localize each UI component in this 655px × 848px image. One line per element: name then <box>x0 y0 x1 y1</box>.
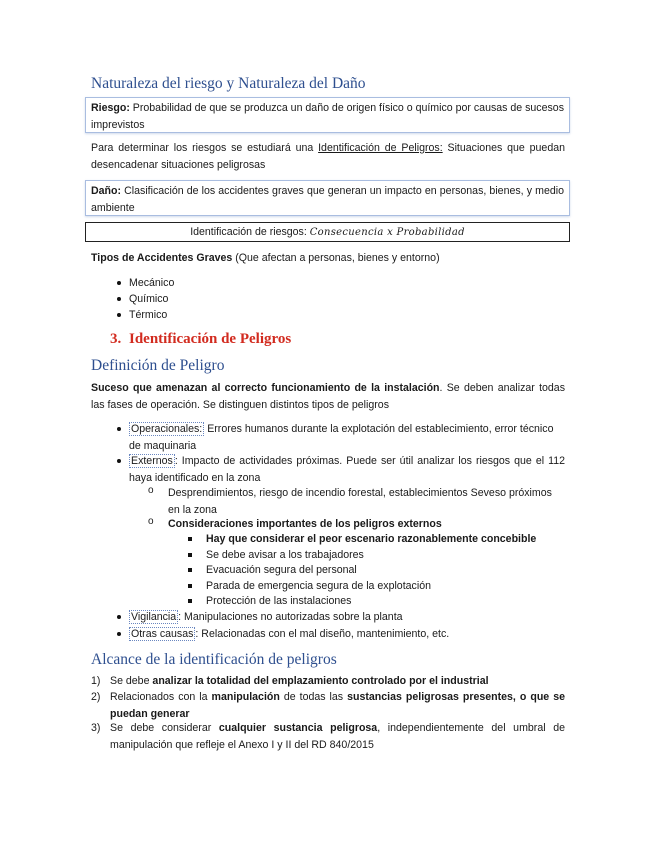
tipo-item: Químico <box>129 293 169 305</box>
alcance-text: Se debe considerar <box>110 722 219 734</box>
consideracion-item: Evacuación segura del personal <box>206 564 357 576</box>
sub-bullet-icon: o <box>148 516 154 527</box>
externos-text: : Impacto de actividades próximas. Puede ser útil analizar los riesgos que el 112 haya identificado en la zona <box>129 455 565 484</box>
definicion-paragraph <box>91 380 565 413</box>
alcance-item-2 <box>110 689 565 722</box>
paragraph-text: Para determinar los riesgos se estudiará una <box>91 142 319 154</box>
operacionales-text: Errores humanos durante la explotación del establecimiento, error técnico de maquinaria <box>129 423 554 452</box>
externos-label: Externos <box>131 455 173 467</box>
consideracion-item: Se debe avisar a los trabajadores <box>206 549 364 561</box>
bullet-icon <box>117 281 121 285</box>
formula-box <box>85 222 570 242</box>
formula-value: Consecuencia x Probabilidad <box>309 227 465 238</box>
consideracion-text: Hay que considerar el peor escenario razonablemente concebible <box>206 533 537 545</box>
square-bullet-icon <box>188 553 192 557</box>
section-heading-identificacion: Identificación de Peligros <box>129 331 292 347</box>
externos-sub-item: Desprendimientos, riesgo de incendio forestal, establecimientos Seveso próximos en la zona <box>168 487 552 516</box>
alcance-text: , independientemente del umbral de manipulación que refleje el Anexo I y II del RD 840/2015 <box>110 722 565 751</box>
vigilancia-text: : Manipulaciones no autorizadas sobre la planta <box>178 611 403 623</box>
heading-definicion-peligro: Definición de Peligro <box>91 357 225 374</box>
alcance-text: Se debe <box>110 675 153 687</box>
riesgo-label: Riesgo: <box>91 102 130 114</box>
dano-definition-box <box>85 180 570 216</box>
square-bullet-icon <box>188 584 192 588</box>
square-bullet-icon <box>188 537 192 541</box>
peligro-operacionales <box>129 421 565 454</box>
consideraciones-label: Consideraciones importantes de los peligros externos <box>168 518 442 530</box>
consideracion-item: Protección de las instalaciones <box>206 595 352 607</box>
tipo-item: Mecánico <box>129 277 175 289</box>
alcance-item-3 <box>110 720 565 753</box>
bullet-icon <box>117 427 121 431</box>
consideracion-item <box>206 531 536 548</box>
bullet-icon <box>117 615 121 619</box>
peligro-externos <box>129 453 565 486</box>
sub-bullet-icon: o <box>148 485 154 496</box>
alcance-item-number: 3) <box>91 722 101 734</box>
bullet-icon <box>117 459 121 463</box>
riesgo-text: Probabilidad de que se produzca un daño de origen físico o químico por causas de sucesos imprevistos <box>91 102 564 131</box>
definicion-lead: Suceso que amenazan al correcto funcionamiento de la instalación <box>91 382 440 394</box>
operacionales-label: Operacionales: <box>131 423 203 435</box>
peligro-vigilancia <box>129 609 403 626</box>
tipo-item: Térmico <box>129 309 168 321</box>
alcance-bold: manipulación <box>211 691 280 703</box>
bullet-icon <box>117 297 121 301</box>
paragraph-text-end: Situaciones que puedan desencadenar situaciones peligrosas <box>91 142 565 171</box>
alcance-item-number: 1) <box>91 675 101 687</box>
alcance-bold: sustancias peligrosas presentes, o que se puedan generar <box>110 691 565 720</box>
formula-label: Identificación de riesgos: <box>190 226 310 238</box>
bullet-icon <box>117 313 121 317</box>
dano-text: Clasificación de los accidentes graves que generan un impacto en personas, bienes, y medio ambiente <box>91 185 564 214</box>
alcance-item-number: 2) <box>91 691 101 703</box>
alcance-text: Relacionados con la <box>110 691 212 703</box>
alcance-bold: cualquier sustancia peligrosa <box>218 722 378 734</box>
definicion-rest: . Se deben analizar todas las fases de operación. Se distinguen distintos tipos de peligros <box>91 382 565 411</box>
riesgo-definition-box <box>85 97 570 133</box>
tipos-accidentes-line <box>91 250 440 267</box>
square-bullet-icon <box>188 568 192 572</box>
peligro-otras-causas <box>129 626 449 643</box>
otras-causas-label: Otras causas <box>131 628 194 640</box>
section-number: 3. <box>110 331 122 347</box>
bullet-icon <box>117 632 121 636</box>
otras-causas-text: : Relacionadas con el mal diseño, mantenimiento, etc. <box>195 628 450 640</box>
tipos-note: (Que afectan a personas, bienes y entorno) <box>232 252 440 264</box>
alcance-item-1 <box>110 673 565 690</box>
dano-label: Daño: <box>91 185 122 197</box>
consideracion-item: Parada de emergencia segura de la explotación <box>206 580 431 592</box>
tipos-label: Tipos de Accidentes Graves <box>91 252 233 264</box>
identificacion-paragraph <box>91 140 565 173</box>
alcance-bold: analizar la totalidad del emplazamiento controlado por el industrial <box>152 675 489 687</box>
identificacion-peligros-term: Identificación de Peligros: <box>318 142 443 154</box>
square-bullet-icon <box>188 599 192 603</box>
alcance-text: de todas las <box>279 691 348 703</box>
section-heading-naturaleza: Naturaleza del riesgo y Naturaleza del Daño <box>91 75 366 92</box>
vigilancia-label: Vigilancia <box>131 611 177 623</box>
heading-alcance: Alcance de la identificación de peligros <box>91 651 337 668</box>
